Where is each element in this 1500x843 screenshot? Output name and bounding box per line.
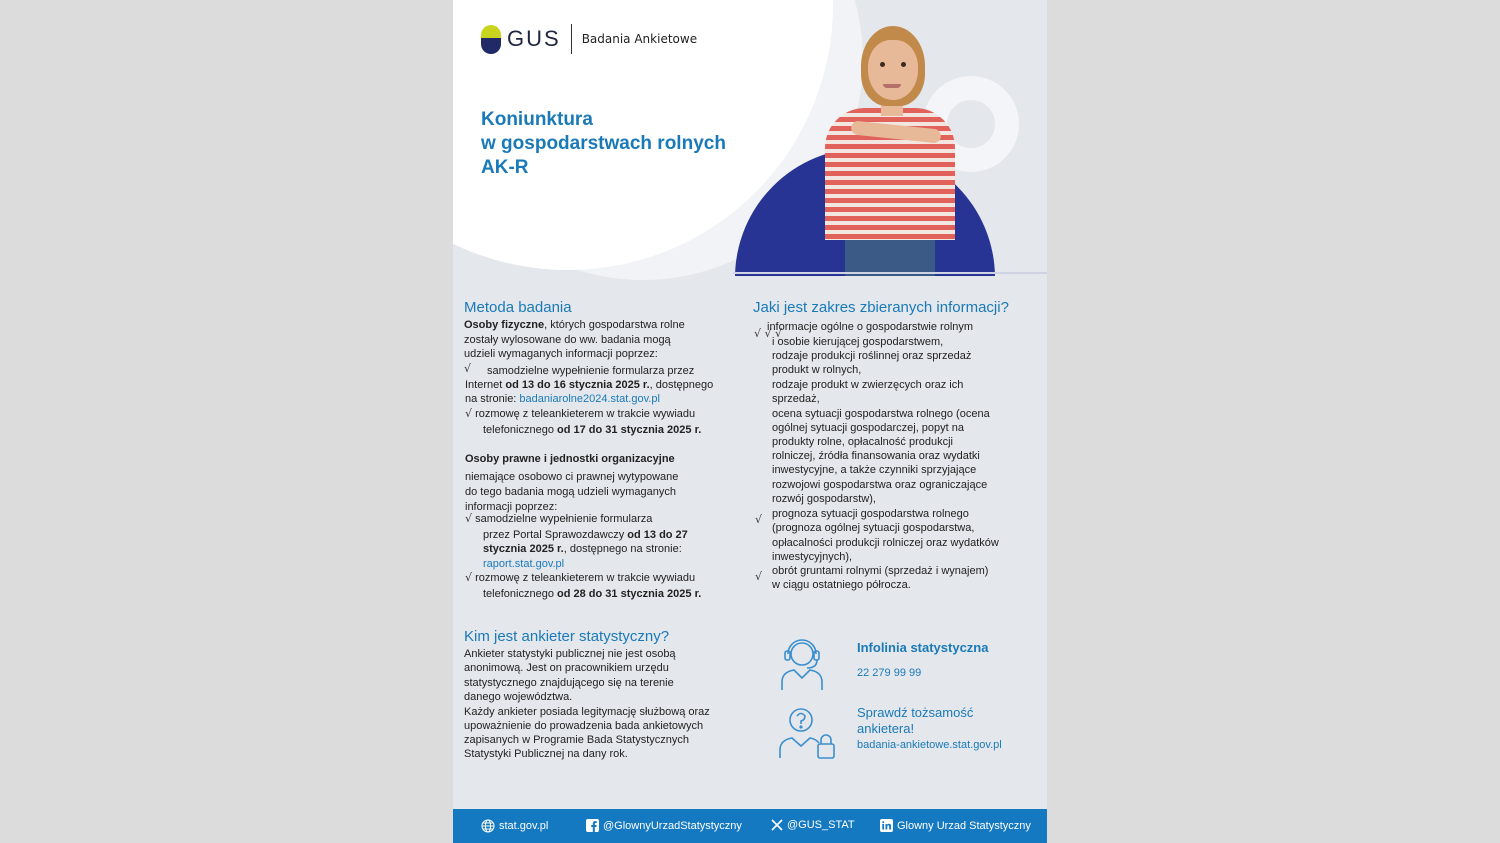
photo-divider <box>733 272 1047 274</box>
metoda-item1-line1: samodzielne wypełnienie formularza przez <box>487 365 695 377</box>
check-icon: √ <box>465 512 473 525</box>
footer-bar <box>453 809 1047 843</box>
item4-text2: telefonicznego <box>483 588 557 600</box>
prawne-item2-line1 <box>465 571 695 586</box>
zakres-line-5: sprzedaż, <box>772 393 820 405</box>
headset-agent-icon <box>777 632 827 692</box>
check-icon: √ <box>465 407 473 420</box>
woman-eye-right <box>901 62 906 67</box>
check-icon: √ <box>755 570 763 583</box>
footer-linkedin[interactable] <box>880 819 1031 832</box>
footer-facebook[interactable] <box>586 819 742 832</box>
metoda-p1-rest: , których gospodarstwa rolne <box>544 319 685 331</box>
logo-text: GUS <box>507 26 561 51</box>
gus-logo-icon <box>481 25 501 54</box>
zakres-line-17: obrót gruntami rolnymi (sprzedaż i wynajem) <box>772 565 989 577</box>
title-line-2: w gospodarstwach rolnych <box>481 133 726 154</box>
check-icon: √ <box>464 361 472 375</box>
zakres-line-10: inwestycyjne, a także czynniki sprzyjające <box>772 464 977 476</box>
footer-site-label: stat.gov.pl <box>499 820 549 832</box>
verify-line2: ankietera! <box>857 721 915 736</box>
item3-dates2: stycznia 2025 r. <box>483 543 564 555</box>
item2-text: rozmowę z teleankieterem w trakcie wywiadu <box>475 408 696 420</box>
item3-dates: od 13 do 27 <box>627 529 688 541</box>
item3-text: samodzielne wypełnienie formularza <box>475 513 653 525</box>
prawne-line3: informacji poprzez: <box>465 501 558 513</box>
prawne-line2: do tego badania mogą udzieli wymaganych <box>465 486 676 498</box>
ankieter-line-2: statystycznego znajdującego się na terenie <box>464 677 674 689</box>
zakres-line-9: rolniczej, źródła finansowania oraz wydatki <box>772 450 980 462</box>
item4-text: rozmowę z teleankieterem w trakcie wywiadu <box>475 572 696 584</box>
item4-dates: od 28 do 31 stycznia 2025 r. <box>557 588 702 600</box>
woman-eye-left <box>880 62 885 67</box>
gus-logo <box>481 24 697 54</box>
zakres-line-15: opłacalności produkcji rolniczej oraz wydatków <box>772 537 999 549</box>
zakres-line-13: prognoza sytuacji gospodarstwa rolnego <box>772 508 969 520</box>
woman-face <box>868 40 918 100</box>
ankieter-line-1: anonimową. Jest on pracownikiem urzędu <box>464 662 669 674</box>
check-icon: √ <box>755 513 763 526</box>
item1-onpage: na stronie: <box>465 393 520 405</box>
ankieter-line-0: Ankieter statystyki publicznej nie jest osobą <box>464 648 676 660</box>
metoda-item2-line2 <box>483 423 701 438</box>
metoda-p1-line3: udzieli wymaganych informacji poprzez: <box>464 348 658 360</box>
prawne-item1-line2 <box>483 528 688 543</box>
title-line-3: AK-R <box>481 157 529 178</box>
zakres-line-4: rodzaje produkt w zwierzęcych oraz ich <box>772 379 964 391</box>
ankieter-line-3: danego województwa. <box>464 691 573 703</box>
footer-x[interactable] <box>771 819 855 831</box>
footer-x-label: @GUS_STAT <box>787 819 855 831</box>
globe-icon <box>481 819 495 833</box>
zakres-line-16: inwestycyjnych), <box>772 551 853 563</box>
title-line-1: Koniunktura <box>481 109 593 130</box>
zakres-line-0: informacje ogólne o gospodarstwie rolnym <box>767 321 974 333</box>
linkedin-icon <box>880 819 893 832</box>
footer-site[interactable] <box>481 819 548 833</box>
ankieter-line-5: upoważnienie do prowadzenia bada ankietowych <box>464 720 704 732</box>
zakres-line-11: rozwojowi gospodarstwa oraz ograniczające <box>772 479 988 491</box>
item1-text: Internet <box>465 379 506 391</box>
zakres-line-8: produkty rolne, opłacalność produkcji <box>772 436 953 448</box>
prawne-item1-line1 <box>465 512 652 527</box>
footer-linkedin-label: Glowny Urzad Statystyczny <box>897 819 1031 832</box>
item2-dates: od 17 do 31 stycznia 2025 r. <box>557 424 702 436</box>
zakres-line-14: (prognoza ogólnej sytuacji gospodarstwa, <box>772 522 975 534</box>
item3-onpage: , dostępnego na stronie: <box>563 543 682 555</box>
metoda-item2-line1 <box>465 407 695 422</box>
page-title <box>481 108 761 180</box>
prawne-item2-line2 <box>483 587 701 602</box>
infolinia-title: Infolinia statystyczna <box>857 640 989 655</box>
zakres-line-3: produkt w rolnych, <box>772 364 862 376</box>
item2-text2: telefonicznego <box>483 424 557 436</box>
verify-line1: Sprawdź tożsamość <box>857 705 974 720</box>
item3-portal: przez Portal Sprawozdawczy <box>483 529 628 541</box>
check-cluster-icon: √ √ √ <box>754 327 783 340</box>
zakres-line-6: ocena sytuacji gospodarstwa rolnego (ocena <box>772 408 990 420</box>
ankieter-line-7: Statystyki Publicznej na dany rok. <box>464 748 628 760</box>
check-icon: √ <box>465 571 473 584</box>
metoda-item1-line2 <box>465 378 713 393</box>
item1-dates: od 13 do 16 stycznia 2025 r. <box>505 379 650 391</box>
woman-smile <box>883 84 901 88</box>
photo-area <box>735 0 995 276</box>
raport-link[interactable]: raport.stat.gov.pl <box>483 558 565 570</box>
item1-text-end: , dostępnego <box>649 379 714 391</box>
metoda-p1-line2: zostały wylosowane do ww. badania mogą <box>464 333 671 346</box>
prawne-heading: Osoby prawne i jednostki organizacyjne <box>465 453 675 465</box>
zakres-line-18: w ciągu ostatniego półrocza. <box>772 579 911 591</box>
zakres-line-12: rozwój gospodarstw), <box>772 493 876 505</box>
zakres-heading: Jaki jest zakres zbieranych informacji? <box>753 299 1009 316</box>
facebook-icon <box>586 819 599 832</box>
verify-identity-icon <box>777 700 841 762</box>
metoda-heading: Metoda badania <box>464 299 572 316</box>
footer-facebook-label: @GlownyUrzadStatystyczny <box>603 819 742 832</box>
logo-subtitle: Badania Ankietowe <box>581 32 698 46</box>
metoda-item1-line3 <box>465 392 660 407</box>
ankieter-line-6: zapisanych w Programie Bada Statystycznych <box>464 734 689 746</box>
prawne-line1: niemające osobowo ci prawnej wytypowane <box>465 471 679 483</box>
flyer-page <box>453 0 1047 843</box>
logo-divider <box>571 24 572 54</box>
metoda-p1-bold: Osoby fizyczne <box>464 319 545 331</box>
ankieter-line-4: Każdy ankieter posiada legitymację służbową oraz <box>464 706 710 718</box>
prawne-item1-line3 <box>483 542 682 557</box>
zakres-line-2: rodzaje produkcji roślinnej oraz sprzedaż <box>772 350 972 362</box>
infolinia-phone[interactable]: 22 279 99 99 <box>857 667 922 679</box>
badania-ankietowe-link[interactable]: badania-ankietowe.stat.gov.pl <box>857 739 1002 751</box>
zakres-line-1: i osobie kierującej gospodarstwem, <box>772 336 944 348</box>
zakres-line-7: ogólnej sytuacji gospodarczej, popyt na <box>772 422 965 434</box>
x-icon <box>771 819 783 831</box>
ankieter-heading: Kim jest ankieter statystyczny? <box>464 628 670 645</box>
badaniarolne-link[interactable]: badaniarolne2024.stat.gov.pl <box>519 393 660 405</box>
